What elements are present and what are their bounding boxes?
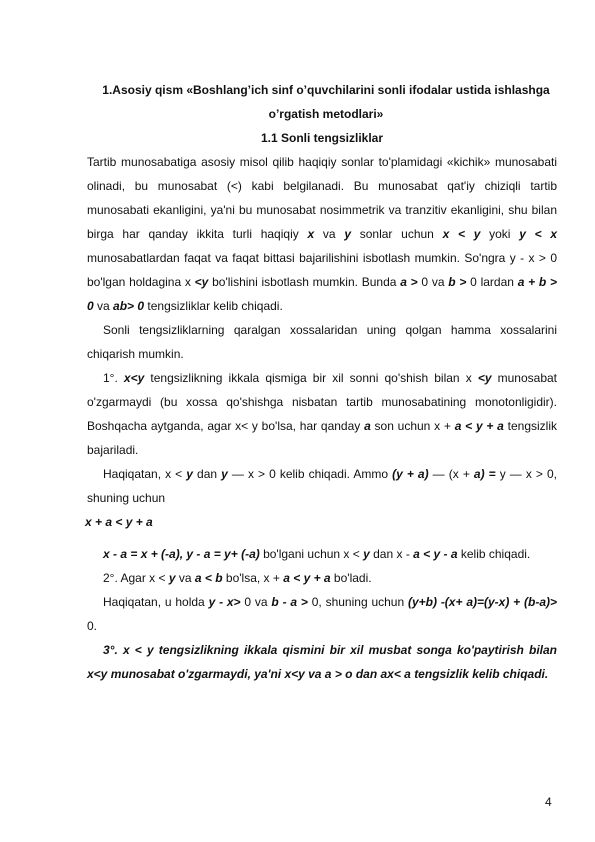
- section-heading: [87, 78, 557, 126]
- paragraph-3: 1°. x<y tengsizlikning ikkala qismiga bir xil sonni qo'shish bilan x <y munosabat o'zgarmaydi (bu xossa qo'shishga nisbatan tartib munosabatining monotonligidir). Boshqacha aytganda, agar x< y bo'lsa, har qanday a son uchun x + a < y + a tengsizlik bajariladi.: [87, 371, 558, 457]
- paragraph-1: Tartib munosabatiga asosiy misol qilib haqiqiy sonlar to'plamidagi «kichik» munosabati olinadi, bu munosabat (<) kabi belgilanadi. Bu munosabat qat'iy chiziqli tartib munosabati ekanligini, ya'ni bu munosabat nosimmetrik va tranzitiv ekanligini, shu bilan birga har qanday ikkita turli haqiqiy x va y sonlar uchun x < y yoki y < x munosabatlardan faqat va faqat bittasi bajarilishini isbotlash mumkin. So'ngra y - x > 0 bo'lgan holdagina x <y bo'lishini isbotlash mumkin. Bunda a > 0 va b > 0 lardan a + b > 0 va ab> 0 tengsizliklar kelib chiqadi.: [87, 155, 557, 313]
- paragraph-5: x - a = x + (-a), y - a = y+ (-a) bo'lgani uchun x < y dan x - a < y - a kelib chiqadi.: [103, 547, 531, 561]
- paragraph-7: Haqiqatan, u holda y - x> 0 va b - a > 0, shuning uchun (y+b) -(x+ a)=(y-x) + (b-a)> 0.: [87, 595, 557, 633]
- paragraph-4: Haqiqatan, x < y dan y — x > 0 kelib chiqadi. Ammo (y + a) — (x + a) = y — x > 0, shuning uchun: [87, 467, 558, 505]
- subheading: 1.1 Sonli tengsizliklar: [260, 131, 384, 145]
- document-page: [87, 78, 557, 686]
- paragraph-8: 3°. x < y tengsizlikning ikkala qismini bir xil musbat songa ko'paytirish bilan x<y munosabat o'zgarmaydi, ya'ni x<y va a > o dan ax< a tengsizlik kelib chiqadi.: [87, 643, 557, 681]
- section-heading-line-1: 1.Asosiy qism «Boshlang’ich sinf o’quvchilarini sonli ifodalar ustida ishlashga: [102, 83, 550, 97]
- section-heading-line-2: o’rgatish metodlari»: [268, 107, 384, 121]
- page-number: 4: [545, 795, 552, 809]
- paragraph-2: Sonli tengsizliklarning qaralgan xossalaridan uning qolgan hamma xossalarini chiqarish mumkin.: [87, 323, 557, 361]
- paragraph-6: 2°. Agar x < y va a < b bo'lsa, x + a < y + a bo'ladi.: [103, 571, 372, 585]
- formula-1: x + a < y + a: [85, 515, 153, 529]
